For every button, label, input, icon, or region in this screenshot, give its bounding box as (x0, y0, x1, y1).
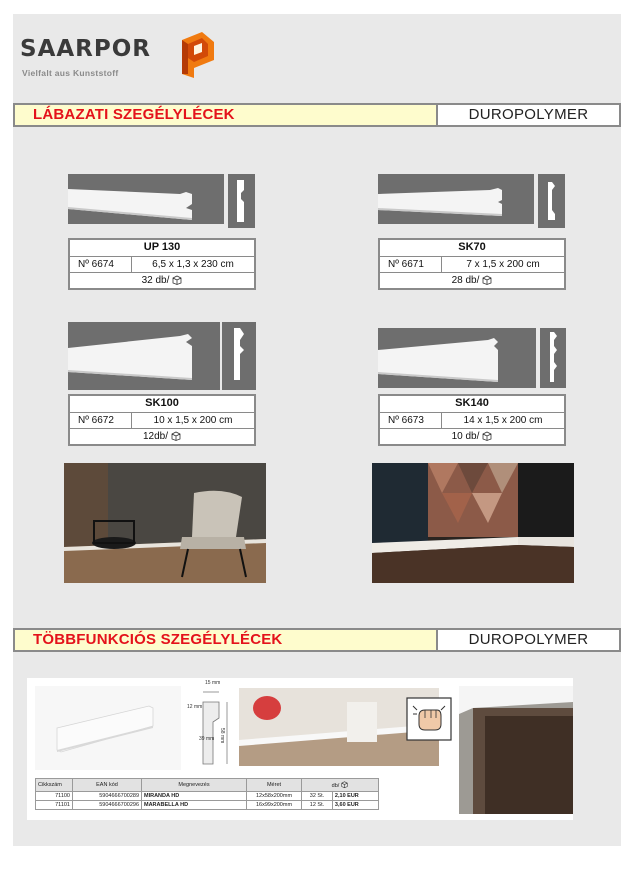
box-icon (482, 431, 492, 441)
col-header-qty (302, 779, 379, 792)
dim-top: 15 mm (205, 680, 221, 686)
section-brand: DUROPOLYMER (468, 631, 589, 648)
product-photo (68, 174, 224, 224)
product-photo (378, 174, 534, 224)
product-quantity: 32 db/ (141, 275, 170, 286)
fist-icon (411, 702, 447, 736)
box-icon (171, 431, 181, 441)
product-dimensions: 14 x 1,5 x 200 cm (463, 415, 543, 426)
spec-table (378, 238, 566, 290)
product-number: Nº 6674 (70, 257, 132, 272)
product-quantity: 28 db/ (451, 275, 480, 286)
product-dimensions: 10 x 1,5 x 200 cm (153, 415, 233, 426)
table-header-row (36, 779, 379, 792)
product-photo (378, 328, 536, 388)
product-dimensions: 6,5 x 1,3 x 230 cm (152, 259, 234, 270)
product-name: SK70 (458, 241, 486, 253)
table-cell: 3,60 EUR (332, 801, 378, 810)
box-icon (482, 275, 492, 285)
product-name: SK100 (145, 397, 179, 409)
table-cell: MIRANDA HD (142, 792, 247, 801)
col-header: db/ (331, 783, 340, 789)
col-header: Cikkszám (36, 779, 73, 792)
product-table (35, 778, 379, 810)
product-name: SK140 (455, 397, 489, 409)
section-brand: DUROPOLYMER (468, 106, 589, 123)
table-row (36, 792, 379, 801)
table-cell: 32 St. (302, 792, 333, 801)
profile-drawing (540, 328, 566, 388)
spec-table (68, 238, 256, 290)
product-number: Nº 6673 (380, 413, 442, 428)
dim-inner: 39 mm (199, 736, 215, 742)
table-cell: 16x99x200mm (247, 801, 302, 810)
logo-mark-icon (172, 30, 216, 80)
table-cell: 71100 (36, 792, 73, 801)
dim-left: 12 mm (187, 704, 203, 710)
logo-tagline: Vielfalt aus Kunststoff (22, 68, 119, 78)
profile-drawing (228, 174, 255, 228)
room-photo-chair (64, 463, 266, 583)
profile-drawing (538, 174, 565, 228)
product-number: Nº 6672 (70, 413, 132, 428)
section-header-baseboards (13, 103, 621, 127)
section-title: LÁBAZATI SZEGÉLYLÉCEK (15, 105, 438, 125)
spec-table (378, 394, 566, 446)
product-name: UP 130 (143, 241, 181, 253)
table-cell: 71101 (36, 801, 73, 810)
table-cell: 2,10 EUR (332, 792, 378, 801)
product-quantity: 12db/ (142, 431, 169, 442)
table-cell: 5904666700289 (73, 792, 142, 801)
product-dimensions: 7 x 1,5 x 200 cm (466, 259, 540, 270)
multifunction-panel (27, 678, 573, 820)
logo-wordmark: SAARPOR (20, 36, 151, 62)
product-number: Nº 6671 (380, 257, 442, 272)
box-icon (341, 781, 348, 788)
dim-right: 58 mm (219, 728, 225, 744)
section-header-multifunctional (13, 628, 621, 652)
col-header: Méret (247, 779, 302, 792)
table-cell: 12 St. (302, 801, 333, 810)
saarpor-logo (20, 30, 220, 90)
product-quantity: 10 db/ (451, 431, 480, 442)
profile-drawing (222, 322, 256, 390)
product-photo (68, 322, 220, 390)
table-cell: 5904666700296 (73, 801, 142, 810)
section-title: TÖBBFUNKCIÓS SZEGÉLYLÉCEK (15, 630, 438, 650)
table-cell: 12x58x200mm (247, 792, 302, 801)
col-header: Megnevezés (142, 779, 247, 792)
table-cell: MARABELLA HD (142, 801, 247, 810)
room-photo-wall (372, 463, 574, 583)
spec-table (68, 394, 256, 446)
box-icon (172, 275, 182, 285)
table-row (36, 801, 379, 810)
col-header: EAN kód (73, 779, 142, 792)
